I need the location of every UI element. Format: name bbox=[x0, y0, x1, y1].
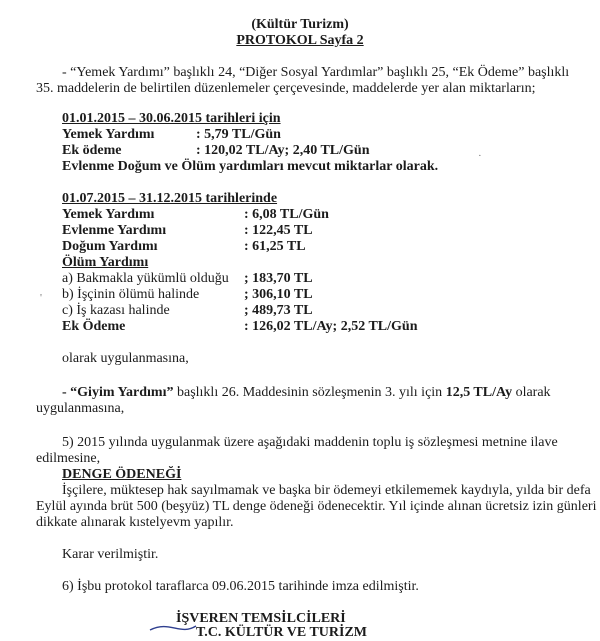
death-row-value: ; 489,73 TL bbox=[244, 303, 313, 318]
period2-row-label: Evlenme Yardımı bbox=[62, 223, 167, 238]
header-line-2: PROTOKOL Sayfa 2 bbox=[236, 33, 364, 48]
denge-line-1: İşçilere, müktesep hak sayılmamak ve başka bir ödemeyi etkilememek kaydıyla, yılda bir defa bbox=[62, 483, 591, 498]
ministry-name: T.C. KÜLTÜR VE TURİZM bbox=[196, 625, 368, 640]
period2-row-value: : 61,25 TL bbox=[244, 239, 306, 254]
item6-text: 6) İşbu protokol taraflarca 09.06.2015 tarihinde imza edilmiştir. bbox=[62, 579, 419, 594]
death-row-label: b) İşçinin ölümü halinde bbox=[62, 287, 200, 302]
death-aid-heading: Ölüm Yardımı bbox=[62, 255, 149, 270]
extra-payment-label: Ek Ödeme bbox=[62, 319, 126, 334]
scan-mark: ' bbox=[40, 292, 42, 304]
scan-mark: · bbox=[478, 150, 482, 162]
period1-row-label: Yemek Yardımı bbox=[62, 127, 155, 142]
item5-line-2: edilmesine, bbox=[36, 451, 101, 466]
death-row-value: ; 306,10 TL bbox=[244, 287, 313, 302]
denge-heading: DENGE ÖDENEĞİ bbox=[62, 467, 182, 482]
period1-heading: 01.01.2015 – 30.06.2015 tarihleri için bbox=[62, 111, 281, 126]
period1-note: Evlenme Doğum ve Ölüm yardımları mevcut miktarlar olarak. bbox=[62, 159, 439, 174]
intro-line-1: - “Yemek Yardımı” başlıklı 24, “Diğer Sosyal Yardımlar” başlıklı 25, “Ek Ödeme” başlıklı bbox=[62, 65, 570, 80]
period2-row-label: Doğum Yardımı bbox=[62, 239, 158, 254]
signature-stroke bbox=[150, 600, 450, 640]
death-row-label: a) Bakmakla yükümlü olduğu bbox=[62, 271, 229, 286]
employer-representatives: İŞVEREN TEMSİLCİLERİ bbox=[176, 611, 346, 626]
header-line-1: (Kültür Turizm) bbox=[251, 17, 349, 32]
period2-row-value: : 122,45 TL bbox=[244, 223, 313, 238]
period1-row-value: : 5,79 TL/Gün bbox=[196, 127, 281, 142]
period2-row-value: : 6,08 TL/Gün bbox=[244, 207, 329, 222]
applied-text: olarak uygulanmasına, bbox=[62, 351, 189, 366]
period2-row-label: Yemek Yardımı bbox=[62, 207, 155, 222]
period2-heading: 01.07.2015 – 31.12.2015 tarihlerinde bbox=[62, 191, 278, 206]
period1-row-label: Ek ödeme bbox=[62, 143, 122, 158]
denge-line-2: Eylül ayında brüt 500 (beşyüz) TL denge ödeneği ödenecektir. Yıl içinde alınan ücretsiz izin günleri bbox=[36, 499, 597, 514]
denge-line-3: dikkate alınarak kıstelyevm yapılır. bbox=[36, 515, 234, 530]
period1-row-value: : 120,02 TL/Ay; 2,40 TL/Gün bbox=[196, 143, 370, 158]
item5-line-1: 5) 2015 yılında uygulanmak üzere aşağıdaki maddenin toplu iş sözleşmesi metnine ilave bbox=[62, 435, 558, 450]
intro-line-2: 35. maddelerin de belirtilen düzenlemeler çerçevesinde, maddelerde yer alan miktarların; bbox=[36, 81, 536, 96]
decision-text: Karar verilmiştir. bbox=[62, 547, 159, 562]
extra-payment-value: : 126,02 TL/Ay; 2,52 TL/Gün bbox=[244, 319, 418, 334]
death-row-value: ; 183,70 TL bbox=[244, 271, 313, 286]
death-row-label: c) İş kazası halinde bbox=[62, 303, 170, 318]
clothing-line-1: - “Giyim Yardımı” başlıklı 26. Maddesinin sözleşmenin 3. yılı için 12,5 TL/Ay olarak bbox=[62, 385, 551, 400]
clothing-line-2: uygulanmasına, bbox=[36, 401, 125, 416]
